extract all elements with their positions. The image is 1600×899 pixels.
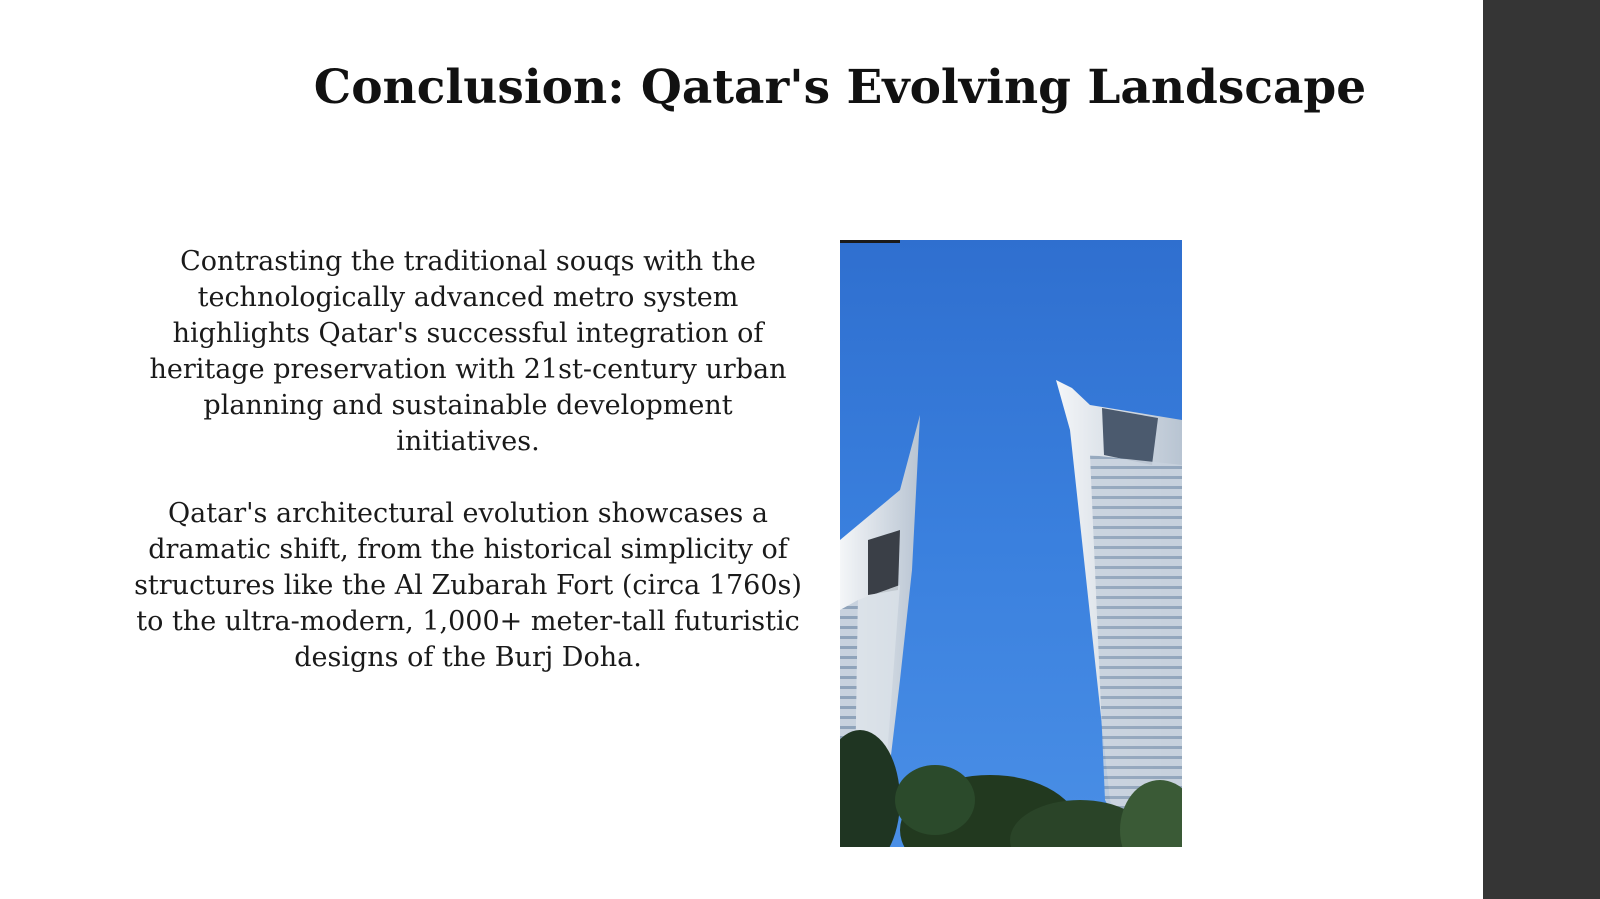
slide-title: Conclusion: Qatar's Evolving Landscape [313,60,1367,115]
side-bar [1483,0,1600,899]
paragraph-heritage: Contrasting the traditional souqs with the technologically advanced metro system highlights Qatar's successful integration of heritage preservation with 21st-century urban planning and sustainable development initiatives. [149,246,787,457]
paragraph-architecture: Qatar's architectural evolution showcases a dramatic shift, from the historical simplicity of structures like the Al Zubarah Fort (circa 1760s) to the ultra-modern, 1,000+ meter-tall futuristic designs of the Burj Doha. [134,498,802,673]
slide-body [118,244,818,676]
skyscraper-photo-icon [840,240,1182,847]
skyscraper-photo [840,240,1182,847]
